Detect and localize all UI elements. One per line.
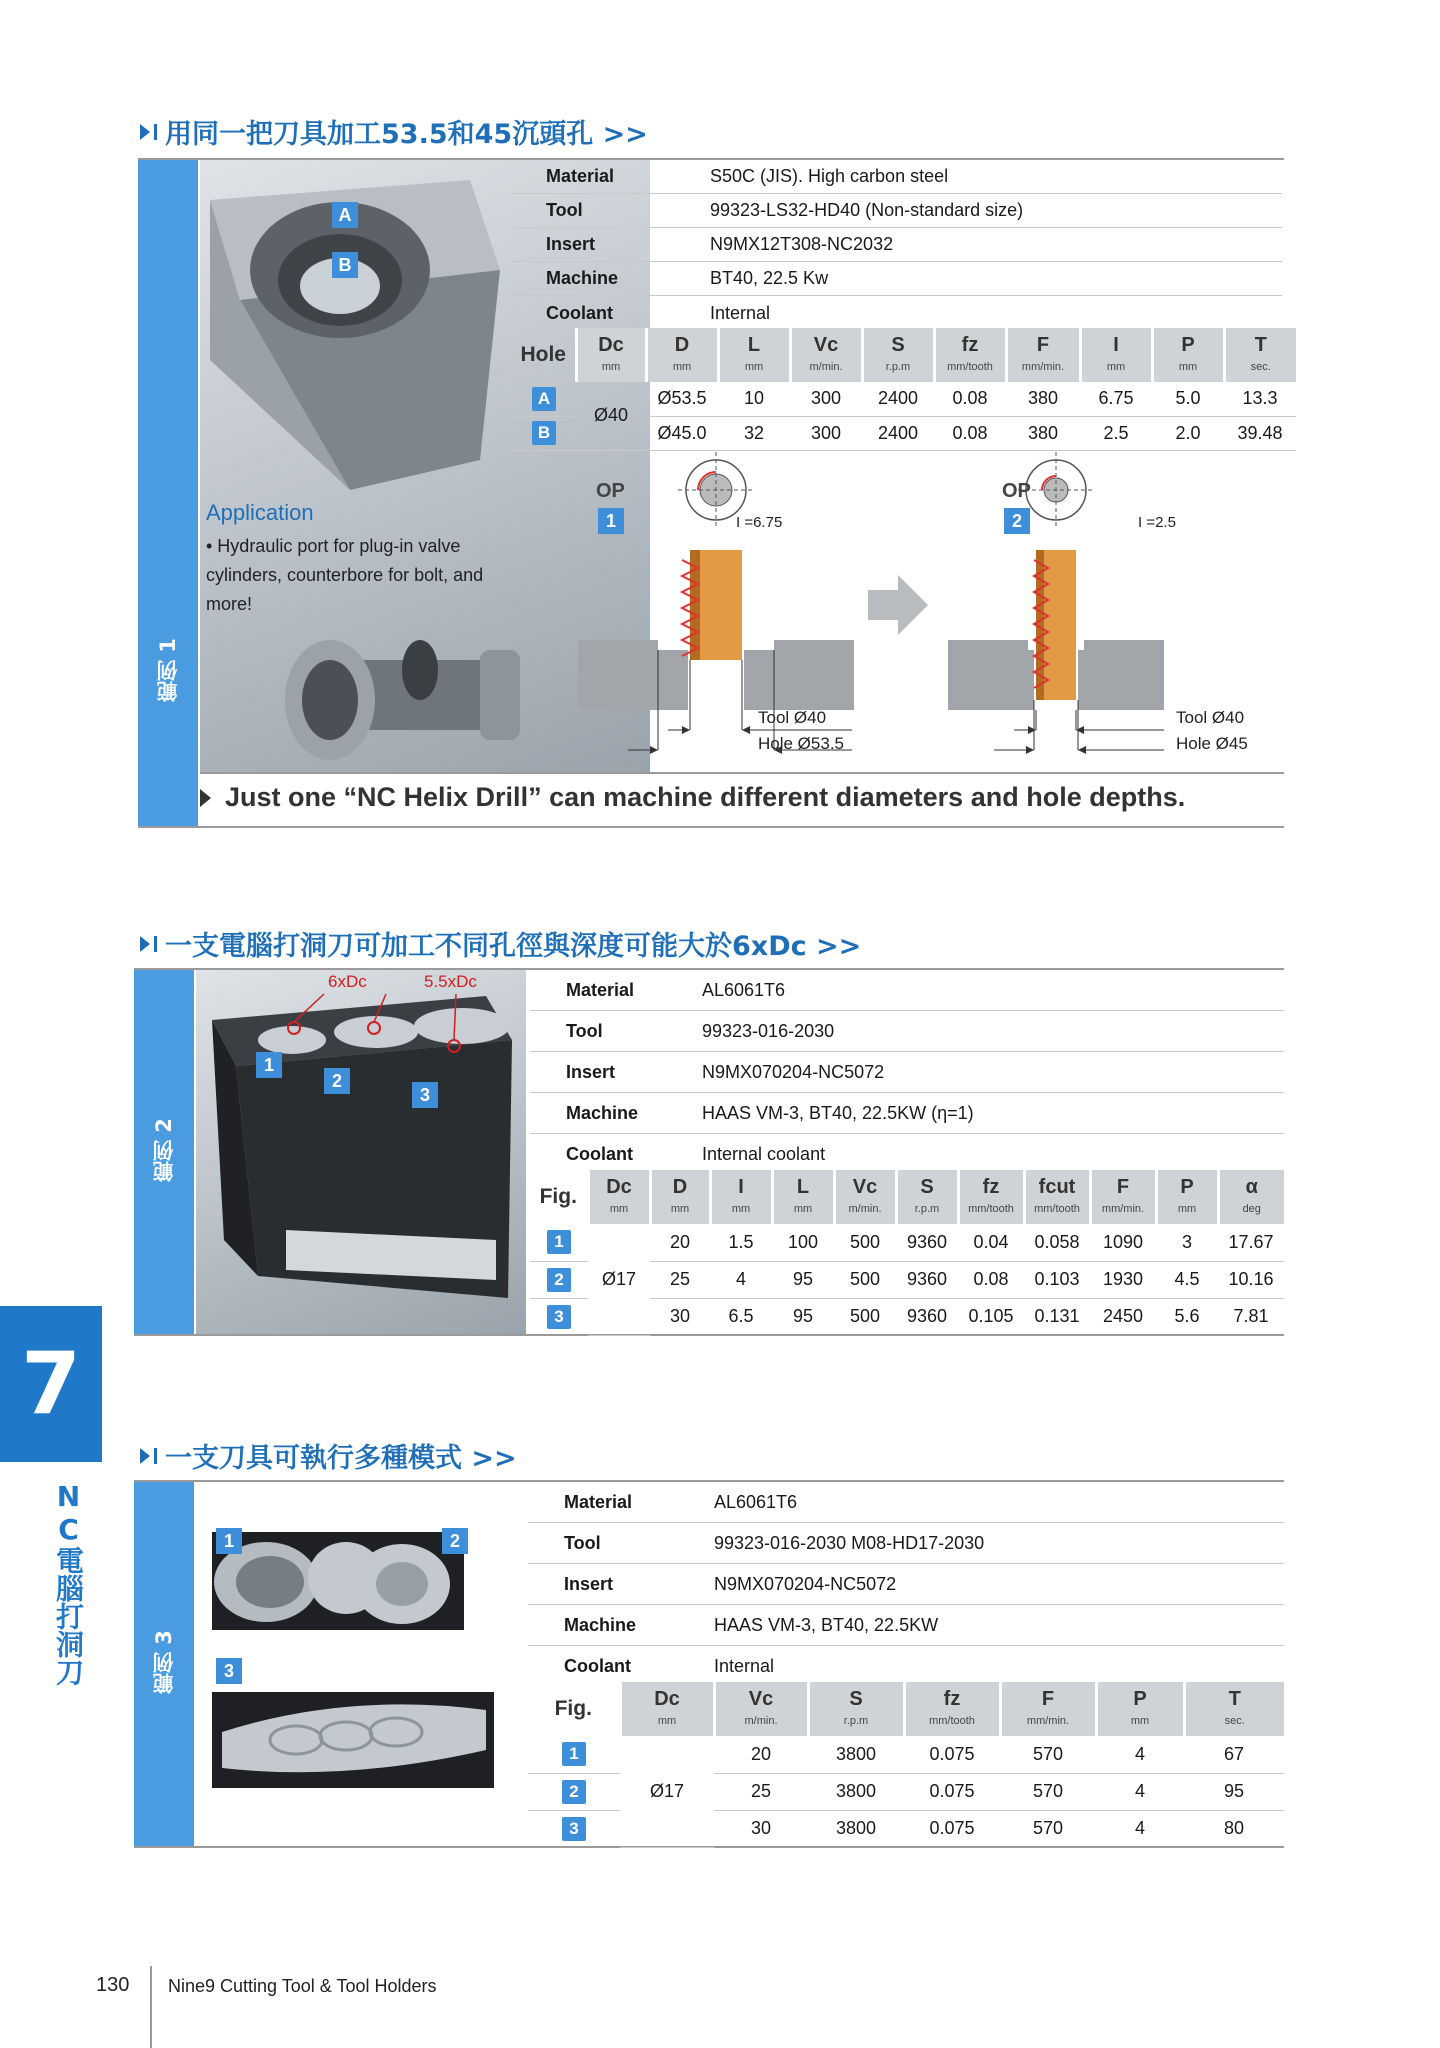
cell: 10 — [718, 382, 790, 416]
application-text: • Hydraulic port for plug-in valve cylinders, counterbore for bolt, and more! — [206, 536, 484, 614]
spec-row-coolant — [512, 296, 1282, 330]
cell: 2.5 — [1080, 416, 1152, 450]
header-s: S r.p.m — [808, 1682, 904, 1736]
header-fcut: fcut mm/tooth — [1024, 1170, 1090, 1224]
spec-value: Internal coolant — [702, 1143, 826, 1164]
op1-i-label: I =6.75 — [736, 514, 783, 531]
header-f: F mm/min. — [1006, 328, 1080, 382]
spec-value: N9MX070204-NC5072 — [714, 1573, 897, 1594]
header-t: T sec. — [1184, 1682, 1284, 1736]
header-hole: Hole — [520, 343, 566, 366]
cell: 100 — [772, 1224, 834, 1261]
cell: 95 — [772, 1261, 834, 1298]
photo-badge-3: 3 — [412, 1082, 438, 1108]
spec-row-machine — [512, 262, 1282, 296]
header-s: S r.p.m — [896, 1170, 958, 1224]
cell: 300 — [790, 416, 862, 450]
cell: Ø53.5 — [646, 382, 718, 416]
cell: 380 — [1006, 382, 1080, 416]
footer-brand: Nine9 Cutting Tool & Tool Holders — [168, 1976, 437, 1996]
table-row — [530, 1224, 1284, 1261]
cell: 1090 — [1090, 1224, 1156, 1261]
spec-key: Insert — [546, 234, 596, 254]
spec-value: Internal — [710, 302, 771, 323]
spec-row-material — [530, 970, 1284, 1011]
header-dc: Dc mm — [588, 1170, 650, 1224]
row-badge: A — [532, 387, 556, 411]
photo-badge-1: 1 — [216, 1528, 242, 1554]
cell: 95 — [792, 1306, 814, 1327]
section2-photo — [196, 970, 526, 1334]
cell-dc: Ø40 — [576, 382, 646, 450]
section1-param-table — [512, 328, 1296, 451]
spec-key: Material — [564, 1491, 633, 1512]
section3-title-text: 一支刀具可執行多種模式 >> — [165, 1443, 517, 1474]
label-5-5xdc: 5.5xDc — [424, 972, 477, 991]
cell-dc: Ø17 — [620, 1736, 714, 1847]
section2-title — [140, 924, 861, 963]
hole-3 — [414, 1008, 510, 1044]
cell: 20 — [714, 1736, 808, 1773]
spec-row-coolant — [530, 1134, 1284, 1174]
spec-row-material — [512, 160, 1282, 194]
cell: 0.08 — [934, 416, 1006, 450]
spec-key: Insert — [566, 1061, 616, 1082]
header-fz: fz mm/tooth — [958, 1170, 1024, 1224]
op2-drawing — [948, 452, 1164, 754]
valve-part-image — [285, 640, 520, 760]
op2-badge: 2 — [1004, 508, 1030, 534]
cell: 2400 — [862, 382, 934, 416]
table-row — [512, 382, 1296, 416]
op1-tool-label: Tool Ø40 — [758, 708, 827, 727]
header-fz: fz mm/tooth — [934, 328, 1006, 382]
title-bar — [154, 1448, 157, 1464]
footer-divider — [150, 1966, 152, 2048]
chapter-title-vertical: NC電腦打洞刀 — [52, 1480, 85, 1686]
tagline-text: Just one “NC Helix Drill” can machine different diameters and hole depths. — [225, 782, 1186, 812]
header-p: P mm — [1156, 1170, 1218, 1224]
cell: 32 — [718, 416, 790, 450]
row-badge: 2 — [547, 1268, 571, 1292]
section2-title-text: 一支電腦打洞刀可加工不同孔徑與深度可能大於6xDc >> — [165, 931, 862, 962]
cell: 30 — [669, 1306, 691, 1327]
cell: 1930 — [1090, 1261, 1156, 1298]
cell: 0.075 — [904, 1773, 1000, 1810]
cell: 380 — [1006, 416, 1080, 450]
page-number: 130 — [96, 1974, 130, 1996]
header-p: P mm — [1152, 328, 1224, 382]
spec-row-material — [528, 1482, 1284, 1523]
header-fig: Fig. — [554, 1697, 592, 1720]
spec-key: Machine — [564, 1614, 637, 1635]
label-6xdc: 6xDc — [328, 972, 367, 991]
spec-key: Coolant — [546, 302, 613, 323]
cell: 0.105 — [968, 1306, 1014, 1327]
triangle-bullet-icon — [200, 789, 211, 807]
section1-side-bar — [138, 160, 198, 826]
spec-row-coolant — [528, 1646, 1284, 1686]
spec-key: Material — [546, 166, 615, 186]
cell: 0.058 — [1024, 1224, 1090, 1261]
cell: 0.075 — [904, 1736, 1000, 1773]
cell: 10.16 — [1218, 1261, 1284, 1298]
triangle-bullet-icon — [140, 124, 150, 140]
cell: Ø45.0 — [646, 416, 718, 450]
section1-title — [140, 112, 648, 151]
triangle-bullet-icon — [140, 936, 150, 952]
cell: 30 — [750, 1818, 772, 1839]
cell: 0.075 — [929, 1818, 975, 1839]
op2-hole-label: Hole Ø45 — [1176, 734, 1248, 753]
cell: 6.75 — [1080, 382, 1152, 416]
cell: 20 — [650, 1224, 710, 1261]
spec-value: 99323-LS32-HD40 (Non-standard size) — [710, 200, 1024, 220]
cell: 500 — [834, 1261, 896, 1298]
row-badge: 2 — [562, 1780, 586, 1804]
header-fig: Fig. — [539, 1185, 577, 1208]
table-row — [528, 1736, 1284, 1773]
header-l: L mm — [718, 328, 790, 382]
cell: 3800 — [835, 1818, 877, 1839]
triangle-bullet-icon — [140, 1448, 150, 1464]
spec-key: Tool — [564, 1532, 601, 1553]
section1-block — [138, 160, 1284, 828]
cell: 80 — [1223, 1818, 1245, 1839]
cell: 9360 — [896, 1261, 958, 1298]
spec-row-insert — [530, 1052, 1284, 1093]
chapter-number-tab: 7 — [0, 1306, 102, 1462]
section2-side-label: 範例 2 — [152, 1118, 176, 1182]
hole-1 — [258, 1026, 326, 1054]
spec-key: Tool — [546, 200, 583, 220]
cell: 0.103 — [1024, 1261, 1090, 1298]
cell: 5.0 — [1152, 382, 1224, 416]
section1-tagline — [200, 782, 1185, 813]
header-t: T sec. — [1224, 328, 1296, 382]
header-i: I mm — [710, 1170, 772, 1224]
header-l: L mm — [772, 1170, 834, 1224]
cell: 3800 — [808, 1736, 904, 1773]
header-vc: Vc m/min. — [790, 328, 862, 382]
section1-side-label: 範例 1 — [156, 638, 180, 702]
cell: 67 — [1184, 1736, 1284, 1773]
cell: 7.81 — [1233, 1306, 1269, 1327]
cell: 300 — [790, 382, 862, 416]
spec-key: Coolant — [564, 1655, 631, 1676]
cell: 570 — [1032, 1818, 1064, 1839]
op2-i-label: I =2.5 — [1138, 514, 1176, 531]
cell: 2.0 — [1152, 416, 1224, 450]
spec-value: Internal — [714, 1655, 775, 1676]
header-vc: Vc m/min. — [834, 1170, 896, 1224]
cell: 500 — [849, 1306, 881, 1327]
spec-value: N9MX070204-NC5072 — [702, 1061, 885, 1082]
row-badge: B — [532, 421, 556, 445]
section3-photo — [196, 1482, 524, 1846]
spec-key: Insert — [564, 1573, 614, 1594]
header-f: F mm/min. — [1000, 1682, 1096, 1736]
cell: 4 — [710, 1261, 772, 1298]
spec-row-insert — [528, 1564, 1284, 1605]
op1-hole-label: Hole Ø53.5 — [758, 734, 844, 753]
header-f: F mm/min. — [1090, 1170, 1156, 1224]
section3-block — [134, 1482, 1284, 1848]
header-s: S r.p.m — [862, 328, 934, 382]
photo-badge-2: 2 — [324, 1068, 350, 1094]
header-d: D mm — [646, 328, 718, 382]
spec-value: HAAS VM-3, BT40, 22.5KW — [714, 1614, 939, 1635]
cell-dc: Ø17 — [588, 1224, 650, 1335]
spec-value: HAAS VM-3, BT40, 22.5KW (η=1) — [702, 1102, 974, 1123]
cell: 25 — [650, 1261, 710, 1298]
spec-key: Material — [566, 979, 635, 1000]
section3-param-table — [528, 1682, 1284, 1848]
cell: 17.67 — [1218, 1224, 1284, 1261]
row-badge: 1 — [547, 1230, 571, 1254]
section2-photo-panel — [196, 970, 526, 1334]
spec-row-tool — [530, 1011, 1284, 1052]
cell: 570 — [1000, 1736, 1096, 1773]
spec-value: 99323-016-2030 M08-HD17-2030 — [714, 1532, 985, 1553]
section3-photo-panel — [196, 1482, 524, 1846]
cell: 0.131 — [1034, 1306, 1080, 1327]
spec-row-machine — [530, 1093, 1284, 1134]
spec-value: AL6061T6 — [714, 1491, 798, 1512]
section1-title-text: 用同一把刀具加工53.5和45沉頭孔 >> — [165, 119, 648, 150]
hole-2 — [334, 1016, 418, 1048]
spec-value: S50C (JIS). High carbon steel — [710, 166, 949, 186]
section3-title — [140, 1436, 517, 1475]
cell: 4 — [1096, 1736, 1184, 1773]
spec-value: AL6061T6 — [702, 979, 786, 1000]
op-diagram — [578, 450, 1198, 772]
row-badge: 1 — [562, 1742, 586, 1766]
spec-key: Tool — [566, 1020, 603, 1041]
photo-badge-2: 2 — [442, 1528, 468, 1554]
tagline-rule — [200, 772, 1284, 774]
cell: 4 — [1096, 1773, 1184, 1810]
spec-value: BT40, 22.5 Kw — [710, 268, 829, 288]
row-badge: 3 — [562, 1817, 586, 1841]
spec-key: Machine — [566, 1102, 639, 1123]
cell: 3800 — [808, 1773, 904, 1810]
cell: 5.6 — [1174, 1306, 1200, 1327]
header-vc: Vc m/min. — [714, 1682, 808, 1736]
cell: 0.08 — [958, 1261, 1024, 1298]
op2-tool-label: Tool Ø40 — [1176, 708, 1245, 727]
photo-badge-b: B — [332, 252, 358, 278]
photo-badge-1: 1 — [256, 1052, 282, 1078]
op1-label: OP — [596, 480, 625, 502]
header-fz: fz mm/tooth — [904, 1682, 1000, 1736]
op2-label: OP — [1002, 480, 1031, 502]
cell: 0.04 — [958, 1224, 1024, 1261]
cell: 13.3 — [1224, 382, 1296, 416]
header-i: I mm — [1080, 328, 1152, 382]
header-d: D mm — [650, 1170, 710, 1224]
header-dc: Dc mm — [576, 328, 646, 382]
spec-row-machine — [528, 1605, 1284, 1646]
title-bar — [154, 124, 157, 140]
photo-badge-3: 3 — [216, 1658, 242, 1684]
spec-key: Coolant — [566, 1143, 633, 1164]
cell: 9360 — [896, 1224, 958, 1261]
cell: 6.5 — [728, 1306, 754, 1327]
cell: 4 — [1134, 1818, 1145, 1839]
section2-block — [134, 970, 1284, 1336]
title-bar — [154, 936, 157, 952]
cell: 570 — [1000, 1773, 1096, 1810]
cell: 3 — [1156, 1224, 1218, 1261]
section3-side-label: 範例 3 — [152, 1630, 176, 1694]
row-badge: 3 — [547, 1305, 571, 1329]
op1-badge: 1 — [598, 508, 624, 534]
section2-param-table — [530, 1170, 1284, 1336]
cell: 4.5 — [1156, 1261, 1218, 1298]
spec-key: Machine — [546, 268, 619, 288]
spec-value: N9MX12T308-NC2032 — [710, 234, 894, 254]
cell: 9360 — [906, 1306, 948, 1327]
cell: 2450 — [1102, 1306, 1144, 1327]
cell: 25 — [714, 1773, 808, 1810]
application-title: Application — [206, 500, 314, 525]
cell: 1.5 — [710, 1224, 772, 1261]
header-p: P mm — [1096, 1682, 1184, 1736]
cell: 0.08 — [934, 382, 1006, 416]
cell: 39.48 — [1224, 416, 1296, 450]
photo-badge-a: A — [332, 202, 358, 228]
arrow-right-icon — [868, 575, 928, 635]
cell: 500 — [834, 1224, 896, 1261]
header-alpha: α deg — [1218, 1170, 1284, 1224]
header-dc: Dc mm — [620, 1682, 714, 1736]
cell: 2400 — [862, 416, 934, 450]
spec-value: 99323-016-2030 — [702, 1020, 835, 1041]
spec-row-tool — [512, 194, 1282, 228]
spec-row-insert — [512, 228, 1282, 262]
cell: 95 — [1184, 1773, 1284, 1810]
spec-row-tool — [528, 1523, 1284, 1564]
